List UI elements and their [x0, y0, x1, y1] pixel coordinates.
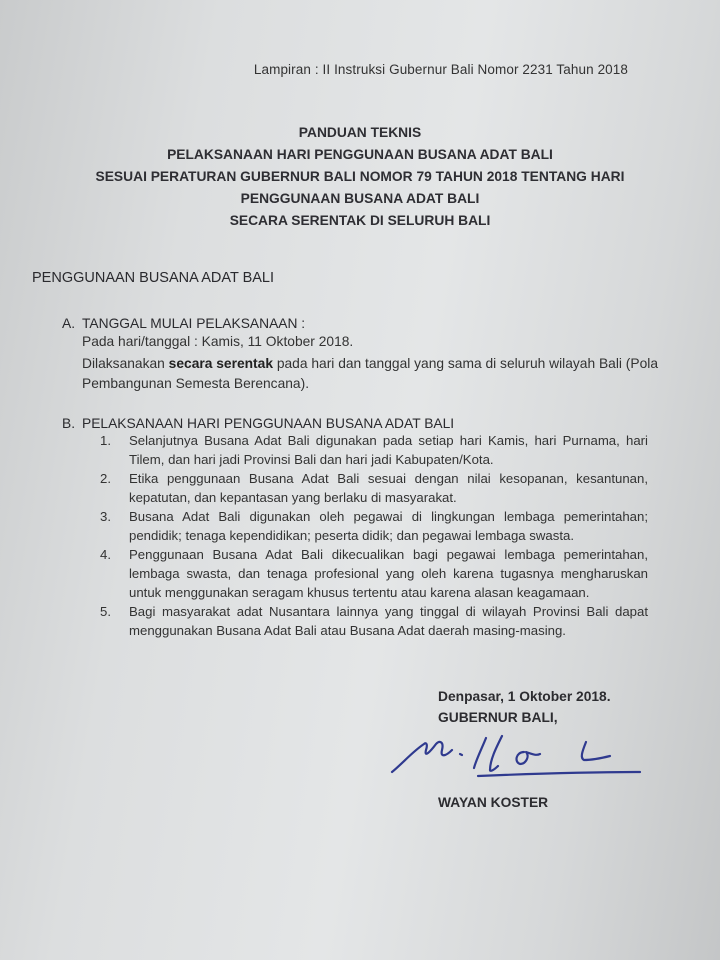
- title-line: SECARA SERENTAK DI SELURUH BALI: [229, 213, 491, 228]
- section-b-letter: B.: [62, 416, 76, 431]
- attachment-reference: Lampiran : II Instruksi Gubernur Bali Nomor 2231 Tahun 2018: [253, 62, 628, 77]
- signatory-title: GUBERNUR BALI,: [438, 710, 558, 725]
- section-b-title: PELAKSANAAN HARI PENGGUNAAN BUSANA ADAT BALI: [82, 416, 455, 431]
- section-a-heading: [62, 316, 305, 331]
- signatory-name: WAYAN KOSTER: [438, 795, 549, 810]
- section-a-title: TANGGAL MULAI PELAKSANAAN :: [82, 316, 306, 331]
- item-number: 2.: [100, 471, 111, 486]
- list-item: [100, 545, 648, 602]
- section-a-letter: A.: [62, 316, 76, 331]
- list-item: [100, 469, 648, 507]
- section-b-heading: [62, 416, 454, 431]
- list-item: [100, 507, 648, 545]
- paragraph-text: pada hari dan tanggal yang sama di seluruh wilayah Bali (Pola Pembangunan Semesta Berencana).: [82, 356, 659, 391]
- signature-dot: [460, 754, 462, 755]
- item-text: Selanjutnya Busana Adat Bali digunakan pada setiap hari Kamis, hari Purnama, hari Tilem, dan hari jadi Provinsi Bali dan hari jadi Kabupaten/Kota.: [129, 433, 648, 467]
- list-item: [100, 602, 648, 640]
- implementation-paragraph: [82, 354, 662, 394]
- title-line: PENGGUNAAN BUSANA ADAT BALI: [240, 191, 480, 206]
- section-heading: PENGGUNAAN BUSANA ADAT BALI: [32, 270, 275, 286]
- signature-stroke: [582, 742, 610, 760]
- item-number: 3.: [100, 509, 111, 524]
- signature-stroke: [490, 736, 502, 771]
- signature-stroke: [474, 738, 486, 768]
- signature-place-date: Denpasar, 1 Oktober 2018.: [438, 689, 611, 704]
- title-line: SESUAI PERATURAN GUBERNUR BALI NOMOR 79 TAHUN 2018 TENTANG HARI: [95, 169, 625, 184]
- item-number: 4.: [100, 547, 111, 562]
- signature-stroke: [392, 742, 452, 772]
- item-text: Bagi masyarakat adat Nusantara lainnya yang tinggal di wilayah Provinsi Bali dapat menggunakan Busana Adat Bali atau Busana Adat daerah masing-masing.: [129, 604, 648, 638]
- paragraph-text: Dilaksanakan: [82, 356, 169, 371]
- item-number: 5.: [100, 604, 111, 619]
- guidelines-list: [100, 431, 648, 640]
- title-line: PELAKSANAAN HARI PENGGUNAAN BUSANA ADAT BALI: [167, 147, 553, 162]
- document-title: [40, 122, 680, 232]
- item-text: Busana Adat Bali digunakan oleh pegawai di lingkungan lembaga pemerintahan; pendidik; tenaga kependidikan; peserta didik; dan pegawai lembaga swasta.: [129, 509, 648, 543]
- item-text: Penggunaan Busana Adat Bali dikecualikan bagi pegawai lembaga pemerintahan, lembaga swasta, dan tenaga profesional yang oleh karena tugasnya mengharuskan untuk menggunakan seragam khusus tertentu atau karena alasan keagamaan.: [129, 547, 648, 600]
- emphasis-text: secara serentak: [168, 356, 273, 371]
- title-line: PANDUAN TEKNIS: [298, 125, 422, 140]
- date-line: Pada hari/tanggal : Kamis, 11 Oktober 2018.: [82, 334, 354, 349]
- signature-stroke: [517, 752, 540, 764]
- section-a-body: [82, 332, 662, 394]
- item-number: 1.: [100, 433, 111, 448]
- item-text: Etika penggunaan Busana Adat Bali sesuai dengan nilai kesopanan, kesantunan, kepatutan, dan kepantasan yang berlaku di masyarakat.: [129, 471, 648, 505]
- list-item: [100, 431, 648, 469]
- signature-underline: [478, 772, 640, 776]
- handwritten-signature: [386, 728, 646, 790]
